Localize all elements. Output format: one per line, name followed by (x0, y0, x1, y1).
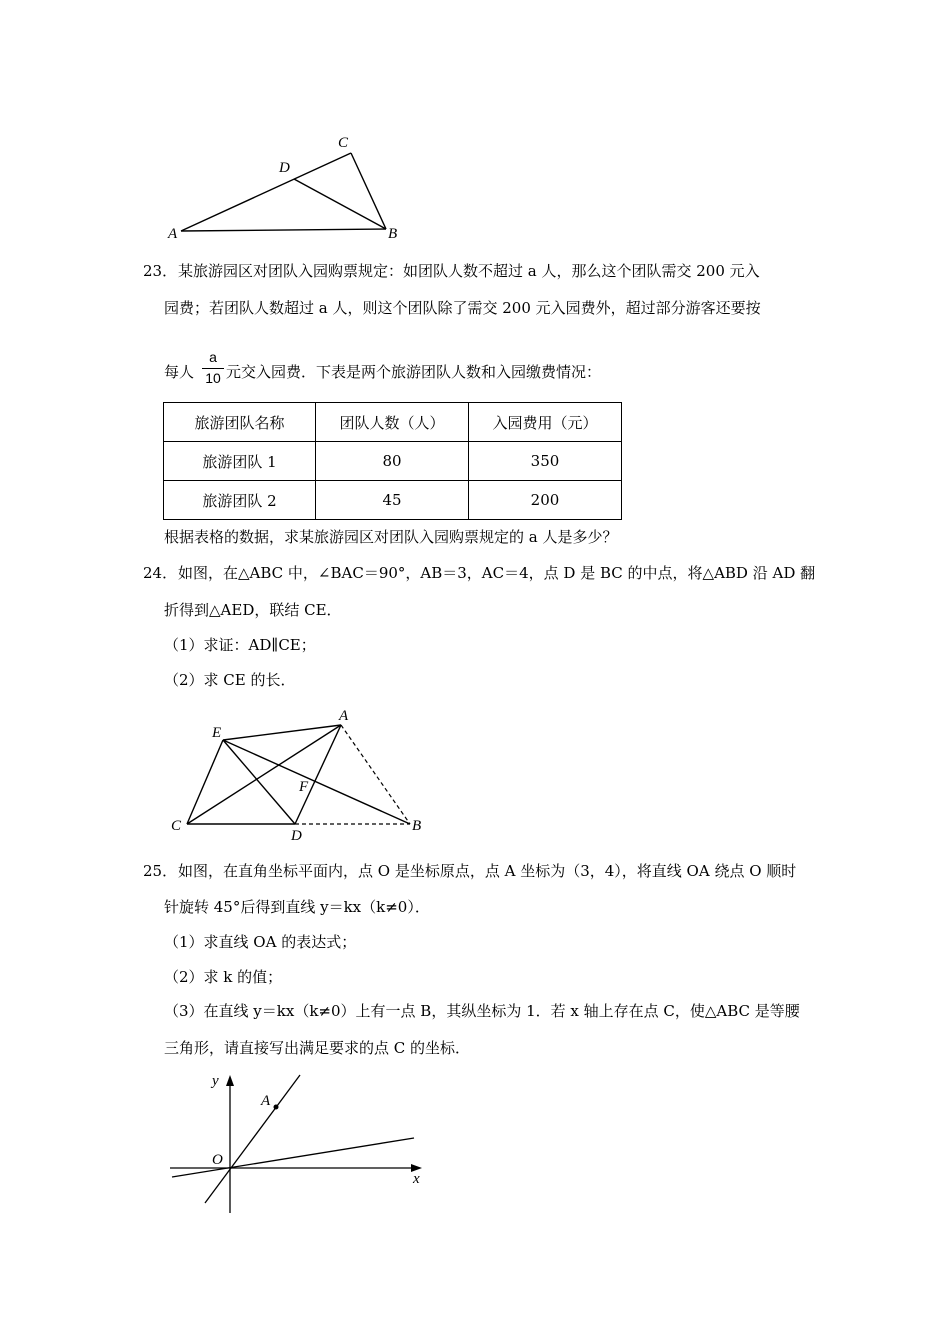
label-a: A (168, 226, 178, 242)
figure-coordinate-plane (160, 1065, 440, 1220)
label-o: O (212, 1152, 223, 1168)
q24-part2: （2）求 CE 的长． (164, 671, 296, 689)
label-y: y (212, 1073, 219, 1089)
label-e: E (212, 725, 222, 741)
cell-fee: 200 (469, 481, 622, 520)
q23-question: 根据表格的数据，求某旅游园区对团队入园购票规定的 a 人是多少？ (164, 528, 618, 546)
label-c: C (338, 135, 349, 151)
label-x: x (413, 1171, 420, 1187)
header-team-size: 团队人数（人） (316, 403, 469, 442)
q25-line1: 如图，在直角坐标平面内，点 O 是坐标原点，点 A 坐标为（3，4），将直线 OA 绕点 O 顺时 (178, 862, 797, 880)
q25-part2: （2）求 k 的值； (164, 968, 283, 986)
table-header-row (164, 403, 622, 442)
fraction-bar (202, 368, 224, 369)
label-f: F (299, 779, 309, 795)
label-c: C (171, 818, 182, 834)
cell-team-name: 旅游团队 2 (164, 481, 316, 520)
q23-line2: 园费；若团队人数超过 a 人，则这个团队除了需交 200 元入园费外，超过部分游客还要按 (164, 299, 761, 317)
table-row (164, 442, 622, 481)
label-d: D (279, 160, 290, 176)
cell-team-size: 45 (316, 481, 469, 520)
label-a: A (339, 708, 349, 724)
label-a: A (261, 1093, 271, 1109)
cell-team-size: 80 (316, 442, 469, 481)
q25-number: 25． (143, 862, 178, 880)
cell-team-name: 旅游团队 1 (164, 442, 316, 481)
q24-line2: 折得到△AED，联结 CE． (164, 601, 342, 619)
q23-line1: 某旅游园区对团队入园购票规定：如团队人数不超过 a 人，那么这个团队需交 200 元入 (178, 262, 760, 280)
header-team-name: 旅游团队名称 (164, 403, 316, 442)
q23-line3-post: 元交入园费．下表是两个旅游团队人数和入园缴费情况： (226, 363, 602, 381)
fee-table (163, 402, 622, 520)
q24-part1: （1）求证：AD∥CE； (164, 636, 316, 654)
figure-fold (160, 700, 440, 845)
fraction-numerator: a (209, 349, 217, 365)
cell-fee: 350 (469, 442, 622, 481)
label-b: B (388, 226, 398, 242)
q23-line3-pre: 每人 (164, 363, 195, 381)
table-row (164, 481, 622, 520)
q25-part3b: 三角形，请直接写出满足要求的点 C 的坐标． (164, 1039, 471, 1057)
label-d: D (291, 828, 302, 844)
q25-part1: （1）求直线 OA 的表达式； (164, 933, 357, 951)
q23-number: 23． (143, 262, 178, 280)
q24-line1: 如图，在△ABC 中，∠BAC＝90°，AB＝3，AC＝4，点 D 是 BC 的中点，将△ABD 沿 AD 翻 (178, 564, 816, 582)
fraction-denominator: 10 (205, 370, 221, 386)
figure-triangle-abc (160, 125, 410, 243)
label-b: B (412, 818, 422, 834)
q25-line2: 针旋转 45°后得到直线 y＝kx（k≠0）． (164, 898, 430, 916)
header-fee: 入园费用（元） (469, 403, 622, 442)
q24-number: 24． (143, 564, 178, 582)
q25-part3: （3）在直线 y＝kx（k≠0）上有一点 B，其纵坐标为 1．若 x 轴上存在点 C，使△ABC 是等腰 (164, 1002, 800, 1020)
